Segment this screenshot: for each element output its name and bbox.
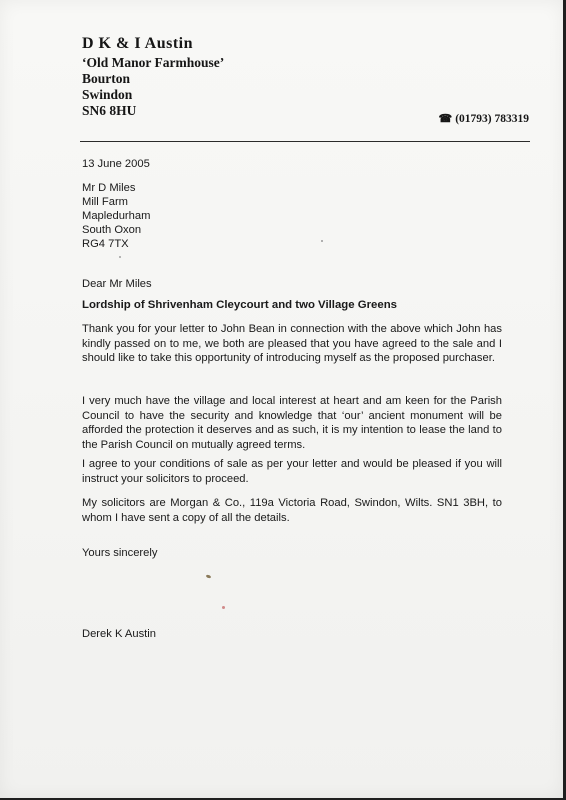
salutation: Dear Mr Miles xyxy=(82,278,152,290)
header-divider xyxy=(80,141,530,142)
letterhead-address-line: SN6 8HU xyxy=(82,103,137,118)
closing: Yours sincerely xyxy=(82,547,158,559)
recipient-line: Mr D Miles xyxy=(82,182,136,194)
recipient-line: South Oxon xyxy=(82,224,142,236)
body-paragraph: Thank you for your letter to John Bean in connection with the above which John has kindly passed on to me, we both are pleased that you have agreed to the sale and I should like to take this opportunity of introducing myself as the proposed purchaser. xyxy=(82,323,502,364)
subject-line: Lordship of Shrivenham Cleycourt and two Village Greens xyxy=(82,299,397,311)
letterhead-phone xyxy=(439,112,530,125)
letterhead-address-line: Swindon xyxy=(82,87,133,102)
recipient-address xyxy=(82,181,502,251)
letterhead-name: D K & I Austin xyxy=(82,35,194,52)
recipient-line: RG4 7TX xyxy=(82,238,129,250)
telephone-icon: ☎ xyxy=(438,113,453,125)
recipient-line: Mapledurham xyxy=(82,210,151,222)
letterhead-address-line: ‘Old Manor Farmhouse’ xyxy=(82,55,225,70)
phone-number: (01793) 783319 xyxy=(455,113,529,125)
paper-speck xyxy=(119,256,121,258)
paper-speck xyxy=(321,240,323,242)
letterhead-address-line: Bourton xyxy=(82,71,131,86)
body-paragraph: My solicitors are Morgan & Co., 119a Victoria Road, Swindon, Wilts. SN1 3BH, to whom I have sent a copy of all the details. xyxy=(82,497,502,524)
paper-speck xyxy=(206,574,212,579)
body-paragraph: I very much have the village and local interest at heart and am keen for the Parish Council to have the security and knowledge that ‘our’ ancient monument will be afforded the protection it deserves and as such, it is my intention to lease the land to the Parish Council on mutually agreed terms. xyxy=(82,395,502,451)
paper-speck xyxy=(222,606,225,609)
recipient-line: Mill Farm xyxy=(82,196,128,208)
signature-name: Derek K Austin xyxy=(82,628,156,640)
letterhead xyxy=(82,34,224,119)
body-paragraph: I agree to your conditions of sale as per your letter and would be pleased if you will instruct your solicitors to proceed. xyxy=(82,458,502,485)
letter-date: 13 June 2005 xyxy=(82,158,150,170)
